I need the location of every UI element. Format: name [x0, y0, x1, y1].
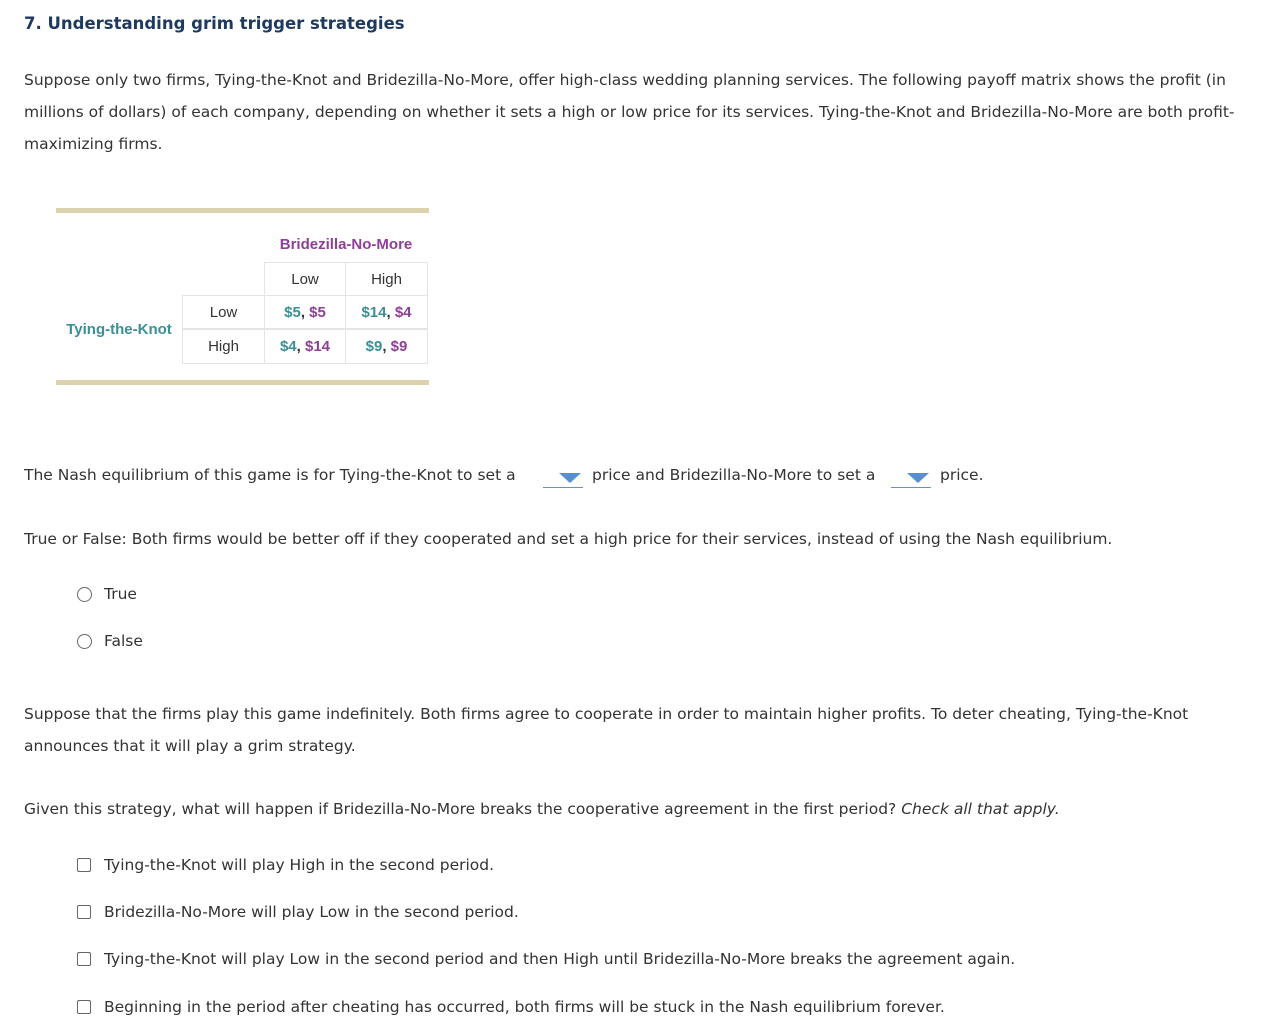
row-strategy-low: Low [182, 295, 265, 329]
checkbox-icon[interactable] [77, 952, 91, 966]
nash-part2: price and Bridezilla-No-More to set a [592, 466, 876, 484]
row-strategy-high: High [182, 329, 265, 364]
payoff-cell-high-high: $9 , $9 [345, 329, 428, 364]
nash-part3: price. [940, 466, 984, 484]
payoff-bridezilla: $9 [390, 338, 408, 355]
checkbox-icon[interactable] [77, 905, 91, 919]
payoff-bridezilla: $14 [305, 338, 331, 355]
payoff-tying: $4 [279, 338, 297, 355]
col-player-label: Bridezilla-No-More [279, 235, 413, 253]
caret-down-icon [907, 473, 929, 483]
matrix-bottom-rule [56, 380, 429, 385]
payoff-tying: $14 [361, 303, 387, 321]
intro-text: Suppose only two firms, Tying-the-Knot and Bridezilla-No-More, offer high-class wedding planning services. The following payoff matrix shows the profit (in millions of dollars) of each company, depending on whether it sets a high or low price for its services. Tying-the-Knot and Bridezilla-No-More are both profit-maximizing firms. [24, 71, 1235, 153]
checkbox-label: Beginning in the period after cheating has occurred, both firms will be stuck in the Nash equilibrium forever. [104, 998, 945, 1016]
grim-instruction: Check all that apply. [901, 800, 1060, 818]
payoff-cell-low-low: $5 , $5 [264, 295, 346, 329]
radio-option-true[interactable] [77, 585, 137, 603]
page-title: 7. Understanding grim trigger strategies [24, 14, 405, 33]
payoff-bridezilla: $5 [309, 303, 326, 321]
grim-setup-text: Suppose that the firms play this game indefinitely. Both firms agree to cooperate in order to maintain higher profits. To deter cheating, Tying-the-Knot announces that it will play a grim strategy. [24, 705, 1189, 755]
checkbox-option-1[interactable] [77, 856, 494, 874]
col-strategy-high: High [345, 262, 428, 296]
payoff-tying: $5 [284, 303, 301, 321]
bridezilla-price-dropdown[interactable] [891, 470, 931, 488]
radio-label: False [104, 632, 143, 650]
payoff-matrix [0, 0, 1282, 400]
row-player-label: Tying-the-Knot [66, 320, 172, 338]
radio-icon[interactable] [77, 634, 92, 649]
payoff-tying: $9 [365, 338, 383, 355]
radio-option-false[interactable] [77, 632, 143, 650]
payoff-bridezilla: $4 [394, 303, 412, 321]
checkbox-icon[interactable] [77, 858, 91, 872]
col-strategy-low: Low [264, 262, 346, 296]
checkbox-option-2[interactable] [77, 903, 519, 921]
grim-question-text: Given this strategy, what will happen if Bridezilla-No-More breaks the cooperative agreement in the first period? [24, 800, 897, 818]
checkbox-label: Bridezilla-No-More will play Low in the second period. [104, 903, 519, 921]
checkbox-icon[interactable] [77, 1000, 91, 1014]
tf-question: True or False: Both firms would be better off if they cooperated and set a high price for their services, instead of using the Nash equilibrium. [24, 530, 1113, 548]
checkbox-option-4[interactable] [77, 998, 945, 1016]
radio-icon[interactable] [77, 587, 92, 602]
payoff-cell-low-high: $14 , $4 [345, 295, 428, 329]
radio-label: True [104, 585, 137, 603]
grim-question [24, 800, 1060, 818]
matrix-top-rule [56, 208, 429, 213]
nash-part1: The Nash equilibrium of this game is for Tying-the-Knot to set a [24, 466, 516, 484]
caret-down-icon [559, 473, 581, 483]
payoff-cell-high-low: $4 , $14 [264, 329, 346, 364]
tying-price-dropdown[interactable] [543, 470, 583, 488]
checkbox-label: Tying-the-Knot will play Low in the second period and then High until Bridezilla-No-More breaks the agreement again. [104, 950, 1016, 968]
checkbox-label: Tying-the-Knot will play High in the second period. [104, 856, 495, 874]
checkbox-option-3[interactable] [77, 950, 1015, 968]
